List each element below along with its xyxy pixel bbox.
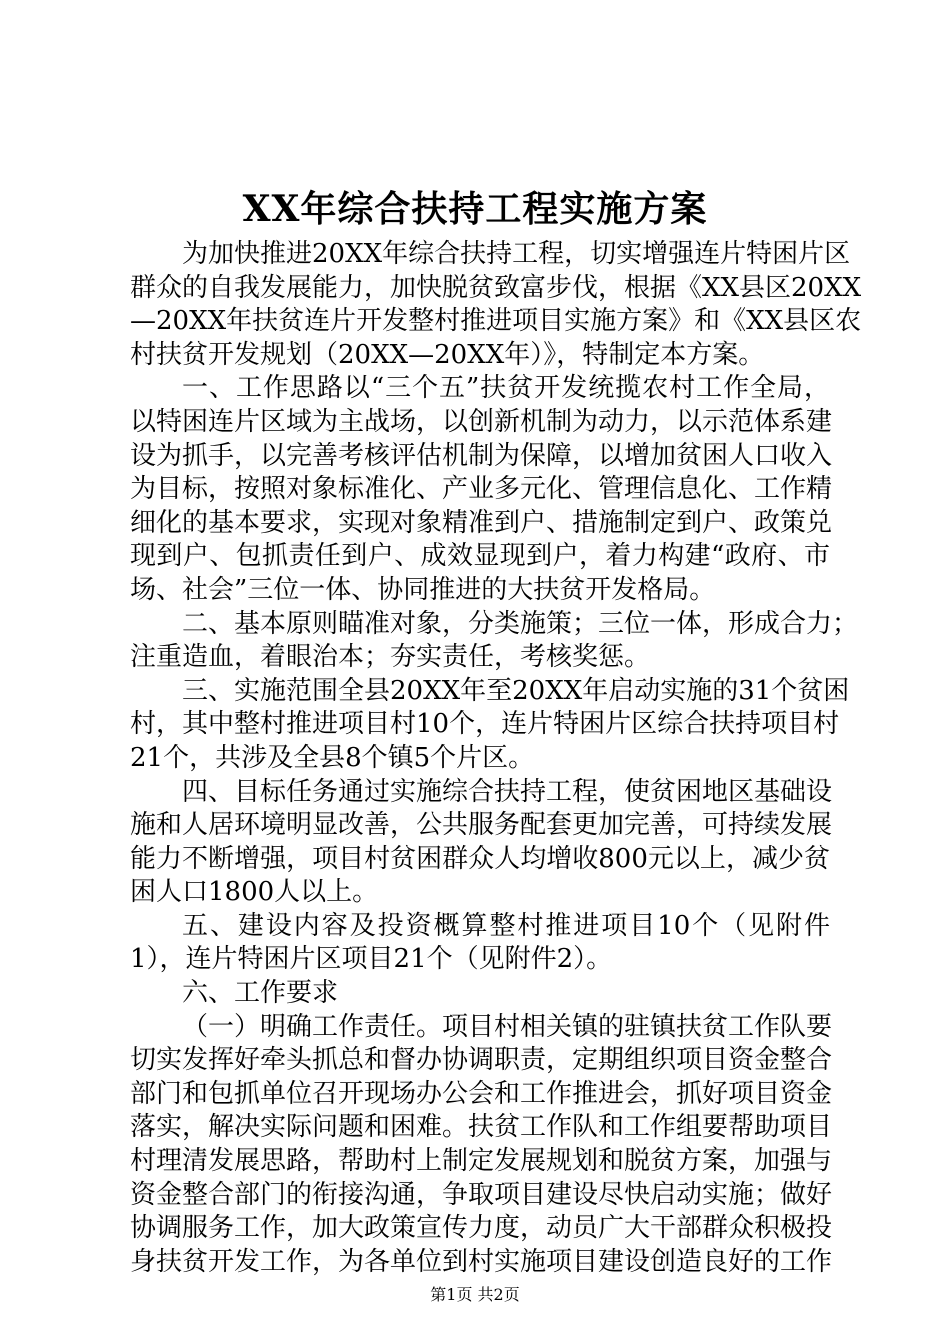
body-line: 落实，解决实际问题和困难。扶贫工作队和工作组要帮助项目 bbox=[130, 1112, 833, 1143]
body-line: 协调服务工作，加大政策宣传力度，动员广大干部群众积极投 bbox=[130, 1213, 833, 1244]
body-line: 21个，共涉及全县8个镇5个片区。 bbox=[130, 742, 535, 773]
body-line: 五、建设内容及投资概算整村推进项目10个（见附件 bbox=[182, 910, 830, 941]
body-line: 设为抓手，以完善考核评估机制为保障，以增加贫困人口收入 bbox=[130, 440, 833, 471]
body-line: 群众的自我发展能力，加快脱贫致富步伐，根据《XX县区20XX bbox=[130, 272, 862, 303]
body-line: 细化的基本要求，实现对象精准到户、措施制定到户、政策兑 bbox=[130, 507, 833, 538]
page-footer: 第1页 共2页 bbox=[430, 1285, 520, 1304]
body-line: 注重造血，着眼治本；夯实责任，考核奖惩。 bbox=[130, 642, 651, 673]
body-line: 资金整合部门的衔接沟通，争取项目建设尽快启动实施；做好 bbox=[130, 1179, 833, 1210]
body-line: 施和人居环境明显改善，公共服务配套更加完善，可持续发展 bbox=[130, 810, 833, 841]
body-line: 为加快推进20XX年综合扶持工程，切实增强连片特困片区 bbox=[182, 239, 851, 269]
body-line: 场、社会”三位一体、协同推进的大扶贫开发格局。 bbox=[130, 574, 716, 605]
body-line: 1），连片特困片区项目21个（见附件2）。 bbox=[130, 944, 613, 975]
body-line: 切实发挥好牵头抓总和督办协调职责，定期组织项目资金整合 bbox=[130, 1045, 833, 1076]
body-line: 二、基本原则瞄准对象，分类施策；三位一体，形成合力； bbox=[182, 608, 859, 639]
body-line: 村理清发展思路，帮助村上制定发展规划和脱贫方案，加强与 bbox=[130, 1146, 833, 1177]
body-line: 部门和包抓单位召开现场办公会和工作推进会，抓好项目资金 bbox=[130, 1078, 833, 1109]
body-line: 困人口1800人以上。 bbox=[130, 877, 379, 908]
body-line: 一、工作思路以“三个五”扶贫开发统揽农村工作全局， bbox=[182, 373, 830, 404]
body-line: 四、目标任务通过实施综合扶持工程，使贫困地区基础设 bbox=[182, 776, 833, 807]
body-line: 能力不断增强，项目村贫困群众人均增收800元以上，减少贫 bbox=[130, 843, 830, 874]
body-line: 以特困连片区域为主战场，以创新机制为动力，以示范体系建 bbox=[130, 406, 833, 437]
body-line: —20XX年扶贫连片开发整村推进项目实施方案》和《XX县区农 bbox=[130, 306, 862, 337]
document-title: XX年综合扶持工程实施方案 bbox=[242, 188, 708, 230]
body-line: 村扶贫开发规划（20XX—20XX年）》，特制定本方案。 bbox=[130, 339, 765, 370]
body-line: 身扶贫开发工作，为各单位到村实施项目建设创造良好的工作 bbox=[130, 1246, 833, 1277]
body-line: 三、实施范围全县20XX年至20XX年启动实施的31个贫困 bbox=[182, 675, 850, 706]
body-line: （一）明确工作责任。项目村相关镇的驻镇扶贫工作队要 bbox=[182, 1011, 833, 1042]
body-line: 六、工作要求 bbox=[182, 978, 339, 1009]
body-line: 现到户、包抓责任到户、成效显现到户，着力构建“政府、市 bbox=[130, 541, 830, 572]
body-line: 为目标，按照对象标准化、产业多元化、管理信息化、工作精 bbox=[130, 474, 833, 505]
document-body bbox=[130, 238, 862, 1279]
body-line: 村，其中整村推进项目村10个，连片特困片区综合扶持项目村 bbox=[130, 709, 840, 740]
